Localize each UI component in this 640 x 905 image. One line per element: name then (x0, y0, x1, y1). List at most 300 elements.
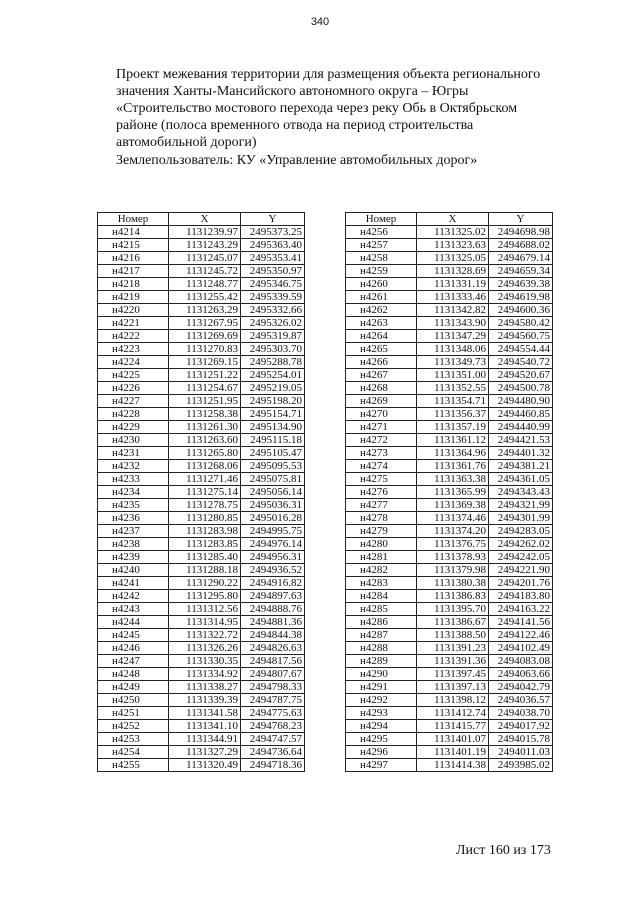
point-number: н4275 (346, 473, 417, 486)
coordinate-x: 1131269.69 (169, 330, 241, 343)
table-row (346, 681, 553, 694)
table-row (98, 642, 305, 655)
table-row (98, 395, 305, 408)
table-row (346, 577, 553, 590)
coordinate-x: 1131328.69 (417, 265, 489, 278)
point-number: н4266 (346, 356, 417, 369)
point-number: н4216 (98, 252, 169, 265)
table-row (98, 278, 305, 291)
table-row (346, 473, 553, 486)
coordinate-y: 2495288.78 (241, 356, 305, 369)
table-row (98, 382, 305, 395)
heading-line: «Строительство мостового перехода через реку Обь в Октябрьском (116, 101, 518, 116)
point-number: н4277 (346, 499, 417, 512)
coordinate-y: 2495339.59 (241, 291, 305, 304)
coordinate-y: 2494163.22 (489, 603, 553, 616)
coordinate-x: 1131343.90 (417, 317, 489, 330)
coordinate-y: 2495036.31 (241, 499, 305, 512)
point-number: н4240 (98, 564, 169, 577)
table-row (346, 356, 553, 369)
coordinate-x: 1131325.05 (417, 252, 489, 265)
coordinate-x: 1131397.45 (417, 668, 489, 681)
table-row (98, 603, 305, 616)
page-number: 340 (310, 16, 330, 28)
point-number: н4294 (346, 720, 417, 733)
header-x: X (417, 213, 489, 226)
table-row (98, 330, 305, 343)
coordinate-y: 2494787.75 (241, 694, 305, 707)
coordinate-x: 1131334.92 (169, 668, 241, 681)
coordinate-y: 2494747.57 (241, 733, 305, 746)
point-number: н4271 (346, 421, 417, 434)
point-number: н4244 (98, 616, 169, 629)
point-number: н4285 (346, 603, 417, 616)
coordinate-x: 1131312.56 (169, 603, 241, 616)
sheet-counter: Лист 160 из 173 (456, 843, 551, 858)
point-number: н4228 (98, 408, 169, 421)
coordinate-y: 2494844.38 (241, 629, 305, 642)
point-number: н4280 (346, 538, 417, 551)
table-row (346, 317, 553, 330)
coordinate-y: 2494936.52 (241, 564, 305, 577)
coordinate-x: 1131365.99 (417, 486, 489, 499)
table-row (346, 265, 553, 278)
coordinate-y: 2494698.98 (489, 226, 553, 239)
coordinate-y: 2494015.78 (489, 733, 553, 746)
table-header-row (98, 213, 305, 226)
coordinate-y: 2495105.47 (241, 447, 305, 460)
coordinate-x: 1131254.67 (169, 382, 241, 395)
table-row (98, 720, 305, 733)
point-number: н4233 (98, 473, 169, 486)
table-row (98, 304, 305, 317)
table-row (346, 538, 553, 551)
coordinate-x: 1131398.12 (417, 694, 489, 707)
point-number: н4253 (98, 733, 169, 746)
coordinate-x: 1131357.19 (417, 421, 489, 434)
point-number: н4256 (346, 226, 417, 239)
coordinate-x: 1131248.77 (169, 278, 241, 291)
coordinate-y: 2494102.49 (489, 642, 553, 655)
coordinate-x: 1131374.20 (417, 525, 489, 538)
coordinate-y: 2494401.32 (489, 447, 553, 460)
coordinate-x: 1131267.95 (169, 317, 241, 330)
table-row (346, 447, 553, 460)
coordinate-y: 2495016.28 (241, 512, 305, 525)
point-number: н4225 (98, 369, 169, 382)
coordinate-x: 1131380.38 (417, 577, 489, 590)
point-number: н4247 (98, 655, 169, 668)
coordinate-x: 1131326.26 (169, 642, 241, 655)
table-row (346, 499, 553, 512)
table-row (346, 226, 553, 239)
coordinate-y: 2495326.02 (241, 317, 305, 330)
table-row (98, 746, 305, 759)
table-row (98, 265, 305, 278)
point-number: н4227 (98, 395, 169, 408)
table-row (346, 746, 553, 759)
table-row (98, 512, 305, 525)
heading-line: значения Ханты-Мансийского автономного округа – Югры (116, 84, 469, 99)
table-row (346, 369, 553, 382)
table-row (346, 434, 553, 447)
header-x: X (169, 213, 241, 226)
coordinate-y: 2494768.23 (241, 720, 305, 733)
table-row (346, 382, 553, 395)
coordinate-y: 2494011.03 (489, 746, 553, 759)
point-number: н4245 (98, 629, 169, 642)
point-number: н4243 (98, 603, 169, 616)
coordinate-x: 1131401.19 (417, 746, 489, 759)
coordinate-x: 1131261.30 (169, 421, 241, 434)
coordinate-x: 1131263.60 (169, 434, 241, 447)
point-number: н4254 (98, 746, 169, 759)
point-number: н4269 (346, 395, 417, 408)
coordinate-x: 1131333.46 (417, 291, 489, 304)
table-row (98, 343, 305, 356)
coordinate-y: 2494600.36 (489, 304, 553, 317)
table-row (346, 759, 553, 772)
coordinate-x: 1131351.00 (417, 369, 489, 382)
table-row (98, 317, 305, 330)
point-number: н4282 (346, 564, 417, 577)
point-number: н4222 (98, 330, 169, 343)
point-number: н4215 (98, 239, 169, 252)
table-row (98, 564, 305, 577)
table-row (346, 304, 553, 317)
coordinate-y: 2494017.92 (489, 720, 553, 733)
coordinate-y: 2494554.44 (489, 343, 553, 356)
coordinate-x: 1131314.95 (169, 616, 241, 629)
table-row (346, 421, 553, 434)
coordinate-x: 1131275.14 (169, 486, 241, 499)
point-number: н4281 (346, 551, 417, 564)
coordinate-x: 1131269.15 (169, 356, 241, 369)
point-number: н4257 (346, 239, 417, 252)
coordinate-y: 2494956.31 (241, 551, 305, 564)
point-number: н4239 (98, 551, 169, 564)
point-number: н4241 (98, 577, 169, 590)
coordinate-y: 2494881.36 (241, 616, 305, 629)
coordinate-y: 2494361.05 (489, 473, 553, 486)
table-row (98, 434, 305, 447)
coordinate-y: 2495154.71 (241, 408, 305, 421)
table-row (346, 668, 553, 681)
point-number: н4288 (346, 642, 417, 655)
table-header-row (346, 213, 553, 226)
point-number: н4290 (346, 668, 417, 681)
coordinate-y: 2494736.64 (241, 746, 305, 759)
coordinate-x: 1131341.10 (169, 720, 241, 733)
coordinate-x: 1131268.06 (169, 460, 241, 473)
coordinate-x: 1131265.80 (169, 447, 241, 460)
coordinate-x: 1131391.36 (417, 655, 489, 668)
coordinate-x: 1131379.98 (417, 564, 489, 577)
header-number: Номер (346, 213, 417, 226)
table-row (346, 278, 553, 291)
coordinate-y: 2495346.75 (241, 278, 305, 291)
point-number: н4223 (98, 343, 169, 356)
coordinate-x: 1131278.75 (169, 499, 241, 512)
coordinate-x: 1131245.72 (169, 265, 241, 278)
table-row (346, 642, 553, 655)
coordinate-x: 1131322.72 (169, 629, 241, 642)
coordinate-x: 1131395.70 (417, 603, 489, 616)
coordinate-x: 1131414.38 (417, 759, 489, 772)
coordinate-y: 2494520.67 (489, 369, 553, 382)
table-row (346, 525, 553, 538)
coordinate-x: 1131352.55 (417, 382, 489, 395)
coordinate-x: 1131369.38 (417, 499, 489, 512)
table-row (346, 291, 553, 304)
table-row (98, 655, 305, 668)
coordinate-x: 1131295.80 (169, 590, 241, 603)
coordinate-x: 1131243.29 (169, 239, 241, 252)
coordinate-x: 1131258.38 (169, 408, 241, 421)
coordinate-y: 2494807.67 (241, 668, 305, 681)
coordinate-y: 2494995.75 (241, 525, 305, 538)
coordinate-x: 1131415.77 (417, 720, 489, 733)
point-number: н4226 (98, 382, 169, 395)
point-number: н4276 (346, 486, 417, 499)
point-number: н4296 (346, 746, 417, 759)
table-row (346, 408, 553, 421)
point-number: н4284 (346, 590, 417, 603)
point-number: н4278 (346, 512, 417, 525)
table-row (98, 733, 305, 746)
coordinate-y: 2495075.81 (241, 473, 305, 486)
coordinate-y: 2494817.56 (241, 655, 305, 668)
coordinate-y: 2494540.72 (489, 356, 553, 369)
coordinate-x: 1131349.73 (417, 356, 489, 369)
point-number: н4292 (346, 694, 417, 707)
coordinate-x: 1131376.75 (417, 538, 489, 551)
table-row (98, 473, 305, 486)
table-row (98, 291, 305, 304)
coordinate-y: 2495115.18 (241, 434, 305, 447)
point-number: н4234 (98, 486, 169, 499)
table-row (346, 564, 553, 577)
table-row (98, 616, 305, 629)
coordinate-x: 1131290.22 (169, 577, 241, 590)
table-row (98, 408, 305, 421)
coordinate-y: 2494321.99 (489, 499, 553, 512)
coordinate-y: 2495373.25 (241, 226, 305, 239)
point-number: н4252 (98, 720, 169, 733)
coordinate-y: 2494301.99 (489, 512, 553, 525)
point-number: н4224 (98, 356, 169, 369)
point-number: н4214 (98, 226, 169, 239)
point-number: н4221 (98, 317, 169, 330)
point-number: н4274 (346, 460, 417, 473)
coordinate-x: 1131251.22 (169, 369, 241, 382)
heading-line: районе (полоса временного отвода на период строительства (116, 118, 474, 133)
point-number: н4217 (98, 265, 169, 278)
coordinate-y: 2494826.63 (241, 642, 305, 655)
point-number: н4231 (98, 447, 169, 460)
coordinate-x: 1131378.93 (417, 551, 489, 564)
table-row (346, 720, 553, 733)
coordinate-y: 2494460.85 (489, 408, 553, 421)
point-number: н4259 (346, 265, 417, 278)
coordinate-x: 1131401.07 (417, 733, 489, 746)
coordinate-y: 2494083.08 (489, 655, 553, 668)
table-row (98, 369, 305, 382)
coordinate-x: 1131374.46 (417, 512, 489, 525)
heading-line: Проект межевания территории для размещения объекта регионального (116, 67, 541, 82)
coordinate-x: 1131339.39 (169, 694, 241, 707)
coordinate-x: 1131344.91 (169, 733, 241, 746)
point-number: н4295 (346, 733, 417, 746)
point-number: н4230 (98, 434, 169, 447)
table-row (98, 525, 305, 538)
point-number: н4242 (98, 590, 169, 603)
point-number: н4237 (98, 525, 169, 538)
point-number: н4249 (98, 681, 169, 694)
coordinate-x: 1131283.85 (169, 538, 241, 551)
coordinate-x: 1131285.40 (169, 551, 241, 564)
coordinate-y: 2494440.99 (489, 421, 553, 434)
point-number: н4219 (98, 291, 169, 304)
point-number: н4267 (346, 369, 417, 382)
point-number: н4279 (346, 525, 417, 538)
point-number: н4272 (346, 434, 417, 447)
table-row (98, 447, 305, 460)
point-number: н4283 (346, 577, 417, 590)
coordinate-x: 1131271.46 (169, 473, 241, 486)
coordinate-x: 1131347.29 (417, 330, 489, 343)
coordinate-y: 2494659.34 (489, 265, 553, 278)
coordinate-x: 1131270.83 (169, 343, 241, 356)
point-number: н4251 (98, 707, 169, 720)
coordinate-y: 2494639.38 (489, 278, 553, 291)
point-number: н4248 (98, 668, 169, 681)
coordinate-x: 1131263.29 (169, 304, 241, 317)
coordinate-y: 2494916.82 (241, 577, 305, 590)
heading-line: автомобильной дороги) (116, 135, 257, 150)
coordinate-y: 2493985.02 (489, 759, 553, 772)
coordinate-y: 2495350.97 (241, 265, 305, 278)
table-row (98, 629, 305, 642)
coordinate-y: 2494688.02 (489, 239, 553, 252)
coordinate-x: 1131388.50 (417, 629, 489, 642)
point-number: н4265 (346, 343, 417, 356)
coordinate-y: 2494242.05 (489, 551, 553, 564)
coordinate-x: 1131323.63 (417, 239, 489, 252)
coordinate-y: 2495095.53 (241, 460, 305, 473)
point-number: н4273 (346, 447, 417, 460)
coordinate-y: 2494619.98 (489, 291, 553, 304)
coordinate-y: 2494201.76 (489, 577, 553, 590)
point-number: н4255 (98, 759, 169, 772)
coordinate-y: 2494718.36 (241, 759, 305, 772)
coordinate-y: 2495332.66 (241, 304, 305, 317)
table-row (346, 707, 553, 720)
coordinate-x: 1131245.07 (169, 252, 241, 265)
coordinate-y: 2494381.21 (489, 460, 553, 473)
coordinates-table-right (345, 212, 553, 772)
table-row (98, 681, 305, 694)
coordinate-y: 2494976.14 (241, 538, 305, 551)
table-row (98, 356, 305, 369)
coordinate-y: 2494421.53 (489, 434, 553, 447)
coordinate-y: 2494262.02 (489, 538, 553, 551)
point-number: н4262 (346, 304, 417, 317)
coordinate-y: 2494283.05 (489, 525, 553, 538)
coordinate-x: 1131338.27 (169, 681, 241, 694)
coordinate-y: 2494897.63 (241, 590, 305, 603)
table-row (98, 759, 305, 772)
table-row (98, 421, 305, 434)
coordinate-x: 1131361.76 (417, 460, 489, 473)
coordinate-x: 1131330.35 (169, 655, 241, 668)
point-number: н4260 (346, 278, 417, 291)
point-number: н4261 (346, 291, 417, 304)
point-number: н4293 (346, 707, 417, 720)
coordinate-y: 2495303.70 (241, 343, 305, 356)
point-number: н4220 (98, 304, 169, 317)
coordinate-y: 2494063.66 (489, 668, 553, 681)
coordinates-table-left (97, 212, 305, 772)
coordinate-y: 2494183.80 (489, 590, 553, 603)
table-row (346, 551, 553, 564)
header-number: Номер (98, 213, 169, 226)
table-row (98, 226, 305, 239)
coordinate-y: 2494500.78 (489, 382, 553, 395)
point-number: н4287 (346, 629, 417, 642)
coordinate-y: 2494038.70 (489, 707, 553, 720)
table-row (346, 460, 553, 473)
table-row (346, 616, 553, 629)
coordinate-x: 1131239.97 (169, 226, 241, 239)
point-number: н4291 (346, 681, 417, 694)
coordinate-x: 1131386.83 (417, 590, 489, 603)
coordinate-y: 2494798.33 (241, 681, 305, 694)
coordinate-x: 1131331.19 (417, 278, 489, 291)
coordinate-y: 2494036.57 (489, 694, 553, 707)
table-row (98, 252, 305, 265)
coordinate-x: 1131363.38 (417, 473, 489, 486)
table-row (346, 343, 553, 356)
coordinate-y: 2494679.14 (489, 252, 553, 265)
table-row (346, 512, 553, 525)
land-user-line: Землепользователь: КУ «Управление автомобильных дорог» (116, 153, 478, 168)
table-row (346, 655, 553, 668)
coordinate-x: 1131325.02 (417, 226, 489, 239)
coordinate-y: 2494343.43 (489, 486, 553, 499)
coordinate-x: 1131354.71 (417, 395, 489, 408)
table-row (346, 330, 553, 343)
coordinate-x: 1131361.12 (417, 434, 489, 447)
table-row (98, 707, 305, 720)
table-row (346, 486, 553, 499)
header-y: Y (489, 213, 553, 226)
point-number: н4263 (346, 317, 417, 330)
point-number: н4264 (346, 330, 417, 343)
table-row (98, 577, 305, 590)
coordinate-y: 2494888.76 (241, 603, 305, 616)
table-row (98, 460, 305, 473)
coordinate-x: 1131255.42 (169, 291, 241, 304)
coordinate-y: 2494580.42 (489, 317, 553, 330)
table-row (98, 538, 305, 551)
coordinate-x: 1131341.58 (169, 707, 241, 720)
table-row (98, 694, 305, 707)
coordinate-x: 1131288.18 (169, 564, 241, 577)
coordinate-y: 2495056.14 (241, 486, 305, 499)
coordinate-y: 2494560.75 (489, 330, 553, 343)
point-number: н4238 (98, 538, 169, 551)
